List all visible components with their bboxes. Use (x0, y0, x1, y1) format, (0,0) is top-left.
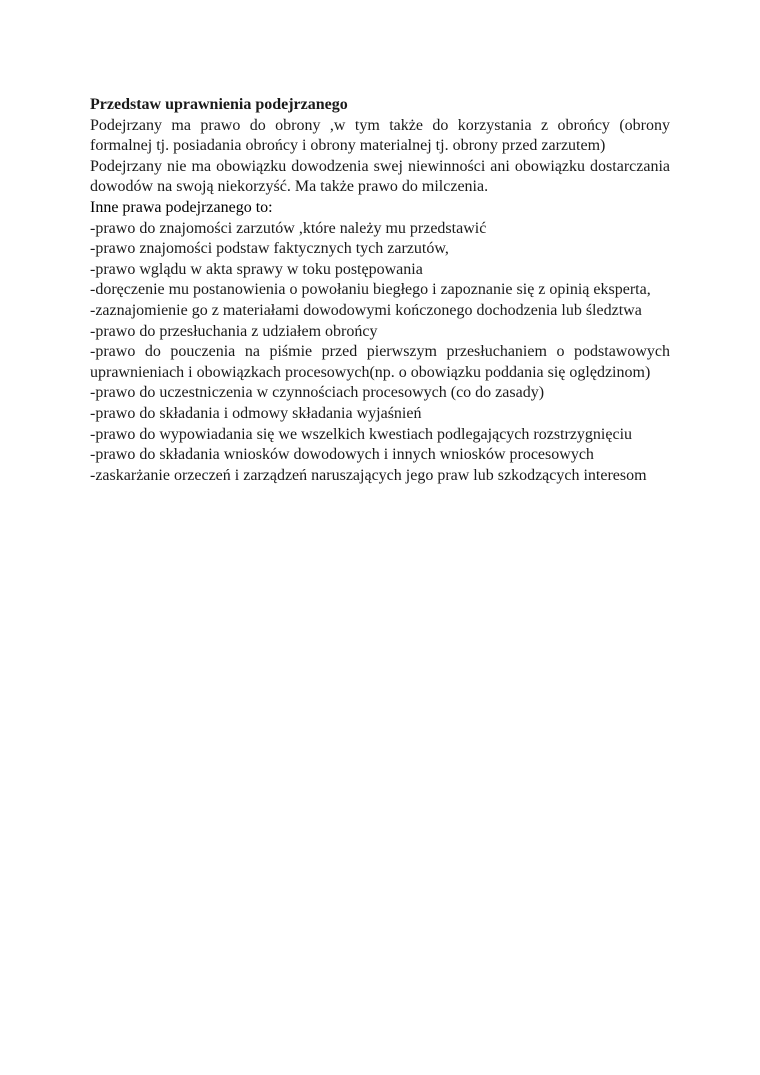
list-heading: Inne prawa podejrzanego to: (90, 198, 273, 216)
list-item: -zaznajomienie go z materiałami dowodowymi kończonego dochodzenia lub śledztwa (90, 301, 642, 319)
paragraph-no-obligation: Podejrzany nie ma obowiązku dowodzenia swej niewinności ani obowiązku dostarczania dowodów na swoją niekorzyść. Ma także prawo do milczenia. (90, 157, 670, 196)
list-item: -prawo do przesłuchania z udziałem obrońcy (90, 322, 378, 340)
list-item: -prawo do uczestniczenia w czynnościach procesowych (co do zasady) (90, 384, 545, 402)
paragraph-right-to-defense: Podejrzany ma prawo do obrony ,w tym także do korzystania z obrońcy (obrony formalnej tj. posiadania obrońcy i obrony materialnej tj. obrony przed zarzutem) (90, 116, 670, 155)
list-item: -prawo do składania wniosków dowodowych i innych wniosków procesowych (90, 446, 594, 464)
rights-list (90, 219, 670, 487)
list-item: -doręczenie mu postanowienia o powołaniu biegłego i zapoznanie się z opinią eksperta, (90, 281, 651, 299)
list-item: -prawo znajomości podstaw faktycznych tych zarzutów, (90, 240, 449, 258)
list-item: -prawo do pouczenia na piśmie przed pierwszym przesłuchaniem o podstawowych uprawnieniach i obowiązkach procesowych(np. o obowiązku poddania się oględzinom) (90, 343, 670, 381)
list-item: -prawo do wypowiadania się we wszelkich kwestiach podlegających rozstrzygnięciu (90, 425, 633, 443)
document-title: Przedstaw uprawnienia podejrzanego (90, 96, 348, 113)
list-item: -prawo do znajomości zarzutów ,które należy mu przedstawić (90, 219, 487, 237)
list-item: -prawo wglądu w akta sprawy w toku postępowania (90, 260, 423, 278)
list-item: -zaskarżanie orzeczeń i zarządzeń naruszających jego praw lub szkodzących interesom (90, 466, 647, 484)
list-item: -prawo do składania i odmowy składania wyjaśnień (90, 404, 422, 422)
document-body (90, 95, 670, 486)
